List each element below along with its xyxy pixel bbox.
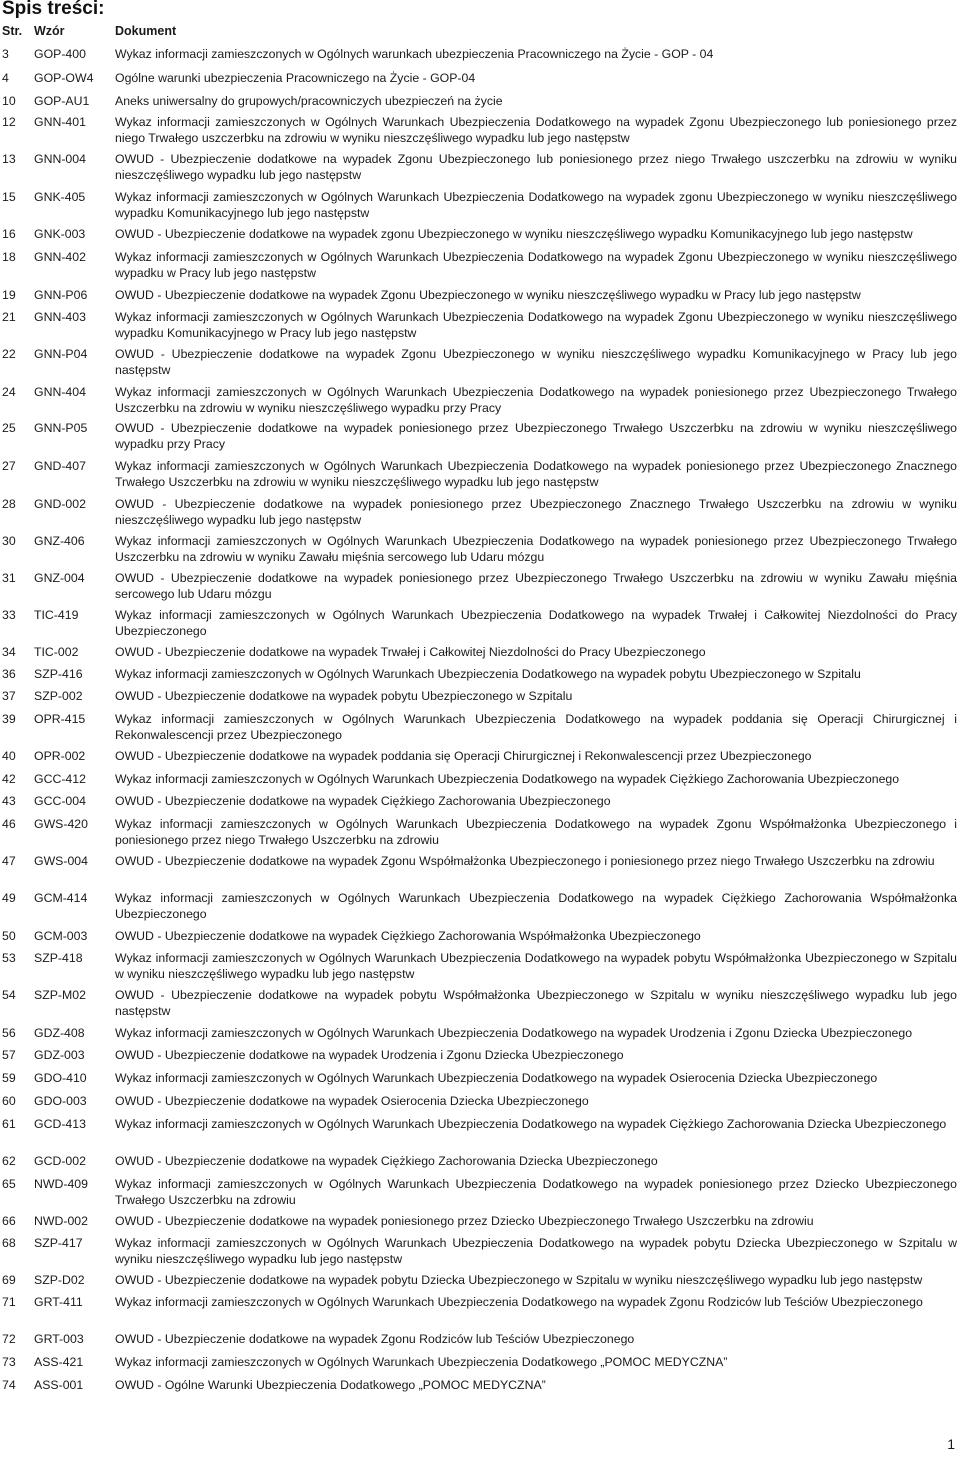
- toc-entry-page: 39: [2, 712, 16, 726]
- toc-entry-document: Wykaz informacji zamieszczonych w Ogólnych Warunkach Ubezpieczenia Dodatkowego na wypadek poniesionego przez Dziecko Ubezpieczonego Trwałego Uszczerbku na zdrowiu: [115, 1177, 957, 1208]
- toc-entry-code: GNN-401: [34, 115, 86, 129]
- column-header-document: Dokument: [115, 24, 177, 38]
- toc-entry-document: Wykaz informacji zamieszczonych w Ogólnych Warunkach Ubezpieczenia Dodatkowego na wypadek Zgonu Ubezpieczonego w wyniku nieszczęśliwego wypadku Komunikacyjnego w Pracy lub jego następstw: [115, 310, 957, 341]
- toc-entry-document: Wykaz informacji zamieszczonych w Ogólnych Warunkach Ubezpieczenia Dodatkowego na wypadek poniesionego przez Ubezpieczonego Znacznego Trwałego Uszczerbku na zdrowiu w wyniku nieszczęśliwego wypadku lub jego następstw: [115, 459, 957, 490]
- toc-entry-page: 25: [2, 421, 16, 435]
- toc-entry-document: OWUD - Ubezpieczenie dodatkowe na wypadek poddania się Operacji Chirurgicznej i Rekonwalescencji przez Ubezpieczonego: [115, 749, 812, 763]
- toc-entry-document: Wykaz informacji zamieszczonych w Ogólnych Warunkach Ubezpieczenia Dodatkowego na wypadek poniesionego przez Ubezpieczonego Trwałego Uszczerbku na zdrowiu w wyniku Zawału mięśnia sercowego lub Udaru mózgu: [115, 534, 957, 565]
- toc-entry-document: Wykaz informacji zamieszczonych w Ogólnych Warunkach Ubezpieczenia Dodatkowego na wypadek Ciężkiego Zachorowania Ubezpieczonego: [115, 772, 900, 786]
- toc-entry-code: GNN-P06: [34, 288, 88, 302]
- toc-entry-code: ASS-421: [34, 1355, 84, 1369]
- toc-entry-document: Wykaz informacji zamieszczonych w Ogólnych Warunkach Ubezpieczenia Dodatkowego na wypadek Osierocenia Dziecka Ubezpieczonego: [115, 1071, 878, 1085]
- toc-entry-document: Wykaz informacji zamieszczonych w Ogólnych Warunkach Ubezpieczenia Dodatkowego na wypadek Ciężkiego Zachorowania Dziecka Ubezpieczonego: [115, 1117, 947, 1131]
- toc-entry-document: OWUD - Ubezpieczenie dodatkowe na wypadek Ciężkiego Zachorowania Dziecka Ubezpieczonego: [115, 1154, 658, 1168]
- toc-entry-code: OPR-415: [34, 712, 86, 726]
- toc-entry-document: OWUD - Ubezpieczenie dodatkowe na wypadek Osierocenia Dziecka Ubezpieczonego: [115, 1094, 589, 1108]
- toc-entry-document: Ogólne warunki ubezpieczenia Pracowniczego na Życie - GOP-04: [115, 71, 476, 85]
- toc-entry-document: OWUD - Ubezpieczenie dodatkowe na wypadek Zgonu Ubezpieczonego lub poniesionego przez niego Trwałego uszczerbku na zdrowiu w wyniku nieszczęśliwego wypadku lub jego następstw: [115, 152, 957, 183]
- toc-entry-document: Aneks uniwersalny do grupowych/pracowniczych ubezpieczeń na życie: [115, 94, 503, 108]
- toc-entry-code: SZP-418: [34, 951, 83, 965]
- toc-entry-page: 69: [2, 1273, 16, 1287]
- toc-entry-page: 65: [2, 1177, 16, 1191]
- toc-entry-page: 43: [2, 794, 16, 808]
- toc-entry-document: Wykaz informacji zamieszczonych w Ogólnych Warunkach Ubezpieczenia Dodatkowego na wypadek Zgonu Ubezpieczonego lub poniesionego przez niego Trwałego uszczerbku na zdrowiu w wyniku nieszczęśliwego wypadku lub jego następstw: [115, 115, 957, 146]
- toc-entry-page: 34: [2, 645, 16, 659]
- toc-entry-document: OWUD - Ubezpieczenie dodatkowe na wypadek Ciężkiego Zachorowania Ubezpieczonego: [115, 794, 611, 808]
- toc-entry-document: Wykaz informacji zamieszczonych w Ogólnych Warunkach Ubezpieczenia Dodatkowego na wypadek Zgonu Ubezpieczonego w wyniku nieszczęśliwego wypadku w Pracy lub jego następstw: [115, 250, 957, 281]
- toc-entry-code: GCM-414: [34, 891, 88, 905]
- toc-entry-page: 53: [2, 951, 16, 965]
- toc-entry-page: 60: [2, 1094, 16, 1108]
- toc-entry-document: Wykaz informacji zamieszczonych w Ogólnych Warunkach Ubezpieczenia Dodatkowego na wypadek Ciężkiego Zachorowania Współmałżonka Ubezpieczonego: [115, 891, 957, 922]
- toc-entry-code: GNZ-406: [34, 534, 85, 548]
- toc-entry-code: GNN-403: [34, 310, 86, 324]
- toc-entry-code: GCC-004: [34, 794, 86, 808]
- toc-entry-page: 72: [2, 1332, 16, 1346]
- toc-entry-page: 49: [2, 891, 16, 905]
- toc-entry-code: GCD-413: [34, 1117, 86, 1131]
- toc-entry-code: GOP-400: [34, 47, 86, 61]
- toc-entry-code: GRT-003: [34, 1332, 84, 1346]
- toc-entry-document: Wykaz informacji zamieszczonych w Ogólnych Warunkach Ubezpieczenia Dodatkowego na wypadek pobytu Ubezpieczonego w Szpitalu: [115, 667, 861, 681]
- toc-entry-page: 36: [2, 667, 16, 681]
- toc-entry-page: 10: [2, 94, 16, 108]
- toc-entry-document: Wykaz informacji zamieszczonych w Ogólnych Warunkach Ubezpieczenia Dodatkowego na wypadek poniesionego przez Ubezpieczonego Trwałego Uszczerbku na zdrowiu w wyniku nieszczęśliwego wypadku przy Pracy: [115, 385, 957, 416]
- toc-entry-page: 68: [2, 1236, 16, 1250]
- toc-entry-code: GND-407: [34, 459, 86, 473]
- toc-entry-code: GNK-003: [34, 227, 86, 241]
- toc-entry-document: OWUD - Ubezpieczenie dodatkowe na wypadek Trwałej i Całkowitej Niezdolności do Pracy Ubezpieczonego: [115, 645, 706, 659]
- toc-entry-document: OWUD - Ubezpieczenie dodatkowe na wypadek pobytu Współmałżonka Ubezpieczonego w Szpitalu w wyniku nieszczęśliwego wypadku lub jego następstw: [115, 988, 957, 1019]
- toc-entry-page: 22: [2, 347, 16, 361]
- toc-heading: Spis treści:: [2, 0, 105, 19]
- toc-entry-page: 73: [2, 1355, 16, 1369]
- toc-entry-code: NWD-002: [34, 1214, 88, 1228]
- toc-entry-document: OWUD - Ubezpieczenie dodatkowe na wypadek poniesionego przez Ubezpieczonego Znacznego Trwałego Uszczerbku na zdrowiu w wyniku nieszczęśliwego wypadku lub jego następstw: [115, 497, 957, 528]
- toc-entry-code: GWS-004: [34, 854, 88, 868]
- column-header-code: Wzór: [34, 24, 65, 38]
- toc-entry-page: 71: [2, 1295, 16, 1309]
- toc-entry-code: SZP-D02: [34, 1273, 85, 1287]
- toc-entry-page: 31: [2, 571, 16, 585]
- toc-entry-document: Wykaz informacji zamieszczonych w Ogólnych Warunkach Ubezpieczenia Dodatkowego „POMOC MEDYCZNA”: [115, 1355, 728, 1369]
- toc-entry-page: 56: [2, 1026, 16, 1040]
- toc-entry-code: GND-002: [34, 497, 86, 511]
- toc-entry-page: 66: [2, 1214, 16, 1228]
- toc-entry-document: OWUD - Ubezpieczenie dodatkowe na wypadek Zgonu Rodziców lub Teściów Ubezpieczonego: [115, 1332, 635, 1346]
- toc-entry-page: 42: [2, 772, 16, 786]
- toc-entry-page: 30: [2, 534, 16, 548]
- toc-entry-page: 40: [2, 749, 16, 763]
- toc-entry-document: OWUD - Ogólne Warunki Ubezpieczenia Dodatkowego „POMOC MEDYCZNA”: [115, 1378, 546, 1392]
- toc-entry-code: GCD-002: [34, 1154, 86, 1168]
- toc-entry-page: 13: [2, 152, 16, 166]
- toc-entry-document: Wykaz informacji zamieszczonych w Ogólnych Warunkach Ubezpieczenia Dodatkowego na wypadek Zgonu Współmałżonka Ubezpieczonego i poniesionego przez niego Trwałego Uszczerbku na zdrowiu: [115, 817, 957, 848]
- toc-entry-page: 19: [2, 288, 16, 302]
- toc-entry-page: 21: [2, 310, 16, 324]
- toc-entry-code: NWD-409: [34, 1177, 88, 1191]
- toc-entry-document: OWUD - Ubezpieczenie dodatkowe na wypadek poniesionego przez Ubezpieczonego Trwałego Uszczerbku na zdrowiu w wyniku nieszczęśliwego wypadku przy Pracy: [115, 421, 957, 452]
- toc-entry-page: 24: [2, 385, 16, 399]
- toc-entry-page: 12: [2, 115, 16, 129]
- toc-entry-document: OWUD - Ubezpieczenie dodatkowe na wypadek poniesionego przez Ubezpieczonego Trwałego Uszczerbku na zdrowiu w wyniku Zawału mięśnia sercowego lub Udaru mózgu: [115, 571, 957, 602]
- page-number: 1: [947, 1436, 955, 1452]
- toc-entry-document: Wykaz informacji zamieszczonych w Ogólnych Warunkach Ubezpieczenia Dodatkowego na wypadek pobytu Współmałżonka Ubezpieczonego w Szpitalu w wyniku nieszczęśliwego wypadku lub jego następstw: [115, 951, 957, 982]
- toc-entry-code: ASS-001: [34, 1378, 84, 1392]
- toc-entry-code: GNN-P04: [34, 347, 88, 361]
- toc-entry-page: 33: [2, 608, 16, 622]
- toc-entry-code: GDO-410: [34, 1071, 87, 1085]
- toc-entry-document: Wykaz informacji zamieszczonych w Ogólnych Warunkach Ubezpieczenia Dodatkowego na wypadek Zgonu Rodziców lub Teściów Ubezpieczonego: [115, 1295, 923, 1309]
- toc-entry-page: 15: [2, 190, 16, 204]
- toc-entry-page: 4: [2, 71, 9, 85]
- toc-entry-code: SZP-002: [34, 689, 83, 703]
- toc-entry-page: 59: [2, 1071, 16, 1085]
- toc-entry-page: 37: [2, 689, 16, 703]
- toc-entry-document: OWUD - Ubezpieczenie dodatkowe na wypadek Zgonu Ubezpieczonego w wyniku nieszczęśliwego wypadku w Pracy lub jego następstw: [115, 288, 861, 302]
- toc-entry-document: OWUD - Ubezpieczenie dodatkowe na wypadek Zgonu Współmałżonka Ubezpieczonego i poniesionego przez niego Trwałego Uszczerbku na zdrowiu: [115, 854, 935, 868]
- toc-entry-page: 62: [2, 1154, 16, 1168]
- toc-entry-page: 27: [2, 459, 16, 473]
- toc-entry-code: GNK-405: [34, 190, 86, 204]
- toc-entry-code: GNN-004: [34, 152, 86, 166]
- toc-entry-code: GNN-404: [34, 385, 86, 399]
- toc-entry-code: GOP-AU1: [34, 94, 90, 108]
- toc-entry-document: OWUD - Ubezpieczenie dodatkowe na wypadek pobytu Ubezpieczonego w Szpitalu: [115, 689, 573, 703]
- toc-entry-document: Wykaz informacji zamieszczonych w Ogólnych Warunkach Ubezpieczenia Dodatkowego na wypadek Urodzenia i Zgonu Dziecka Ubezpieczonego: [115, 1026, 913, 1040]
- toc-entry-code: GNN-402: [34, 250, 86, 264]
- toc-entry-code: GNZ-004: [34, 571, 85, 585]
- toc-entry-document: OWUD - Ubezpieczenie dodatkowe na wypadek Urodzenia i Zgonu Dziecka Ubezpieczonego: [115, 1048, 624, 1062]
- toc-entry-page: 61: [2, 1117, 16, 1131]
- toc-entry-document: OWUD - Ubezpieczenie dodatkowe na wypadek zgonu Ubezpieczonego w wyniku nieszczęśliwego wypadku Komunikacyjnego lub jego następstw: [115, 227, 913, 241]
- toc-column-headers: [2, 24, 958, 40]
- toc-entry-code: GCM-003: [34, 929, 88, 943]
- toc-entry-page: 46: [2, 817, 16, 831]
- toc-entry-page: 50: [2, 929, 16, 943]
- toc-entry-document: OWUD - Ubezpieczenie dodatkowe na wypadek Ciężkiego Zachorowania Współmałżonka Ubezpieczonego: [115, 929, 701, 943]
- toc-entry-page: 16: [2, 227, 16, 241]
- toc-entry-document: Wykaz informacji zamieszczonych w Ogólnych warunkach ubezpieczenia Pracowniczego na Życie - GOP - 04: [115, 47, 714, 61]
- toc-entry-code: TIC-002: [34, 645, 79, 659]
- toc-entry-page: 74: [2, 1378, 16, 1392]
- toc-entry-code: SZP-416: [34, 667, 83, 681]
- toc-entry-document: OWUD - Ubezpieczenie dodatkowe na wypadek poniesionego przez Dziecko Ubezpieczonego Trwałego Uszczerbku na zdrowiu: [115, 1214, 814, 1228]
- toc-entry-code: TIC-419: [34, 608, 79, 622]
- toc-entry-document: Wykaz informacji zamieszczonych w Ogólnych Warunkach Ubezpieczenia Dodatkowego na wypadek pobytu Dziecka Ubezpieczonego w Szpitalu w wyniku nieszczęśliwego wypadku lub jego następstw: [115, 1236, 957, 1267]
- toc-entry-page: 3: [2, 47, 9, 61]
- toc-entry-code: GCC-412: [34, 772, 86, 786]
- toc-entry-code: GNN-P05: [34, 421, 88, 435]
- toc-entry-page: 54: [2, 988, 16, 1002]
- toc-entry-page: 28: [2, 497, 16, 511]
- toc-entry-document: Wykaz informacji zamieszczonych w Ogólnych Warunkach Ubezpieczenia Dodatkowego na wypadek zgonu Ubezpieczonego w wyniku nieszczęśliwego wypadku Komunikacyjnego lub jego następstw: [115, 190, 957, 221]
- toc-entry-document: OWUD - Ubezpieczenie dodatkowe na wypadek pobytu Dziecka Ubezpieczonego w Szpitalu w wyniku nieszczęśliwego wypadku lub jego następstw: [115, 1273, 923, 1287]
- toc-entry-code: GDZ-003: [34, 1048, 85, 1062]
- toc-entry-code: SZP-417: [34, 1236, 83, 1250]
- column-header-page: Str.: [2, 24, 23, 38]
- toc-entry-document: Wykaz informacji zamieszczonych w Ogólnych Warunkach Ubezpieczenia Dodatkowego na wypadek poddania się Operacji Chirurgicznej i Rekonwalescencji przez Ubezpieczonego: [115, 712, 957, 743]
- toc-entry-code: SZP-M02: [34, 988, 86, 1002]
- toc-entry-code: GWS-420: [34, 817, 88, 831]
- toc-entry-document: Wykaz informacji zamieszczonych w Ogólnych Warunkach Ubezpieczenia Dodatkowego na wypadek Trwałej i Całkowitej Niezdolności do Pracy Ubezpieczonego: [115, 608, 957, 639]
- toc-entry-code: GOP-OW4: [34, 71, 94, 85]
- toc-entry-code: GDO-003: [34, 1094, 87, 1108]
- toc-entry-code: OPR-002: [34, 749, 86, 763]
- toc-entry-page: 57: [2, 1048, 16, 1062]
- toc-entry-code: GRT-411: [34, 1295, 83, 1309]
- toc-entry-page: 18: [2, 250, 16, 264]
- toc-entry-code: GDZ-408: [34, 1026, 85, 1040]
- toc-entry-document: OWUD - Ubezpieczenie dodatkowe na wypadek Zgonu Ubezpieczonego w wyniku nieszczęśliwego wypadku Komunikacyjnego w Pracy lub jego następstw: [115, 347, 957, 378]
- toc-entry-page: 47: [2, 854, 16, 868]
